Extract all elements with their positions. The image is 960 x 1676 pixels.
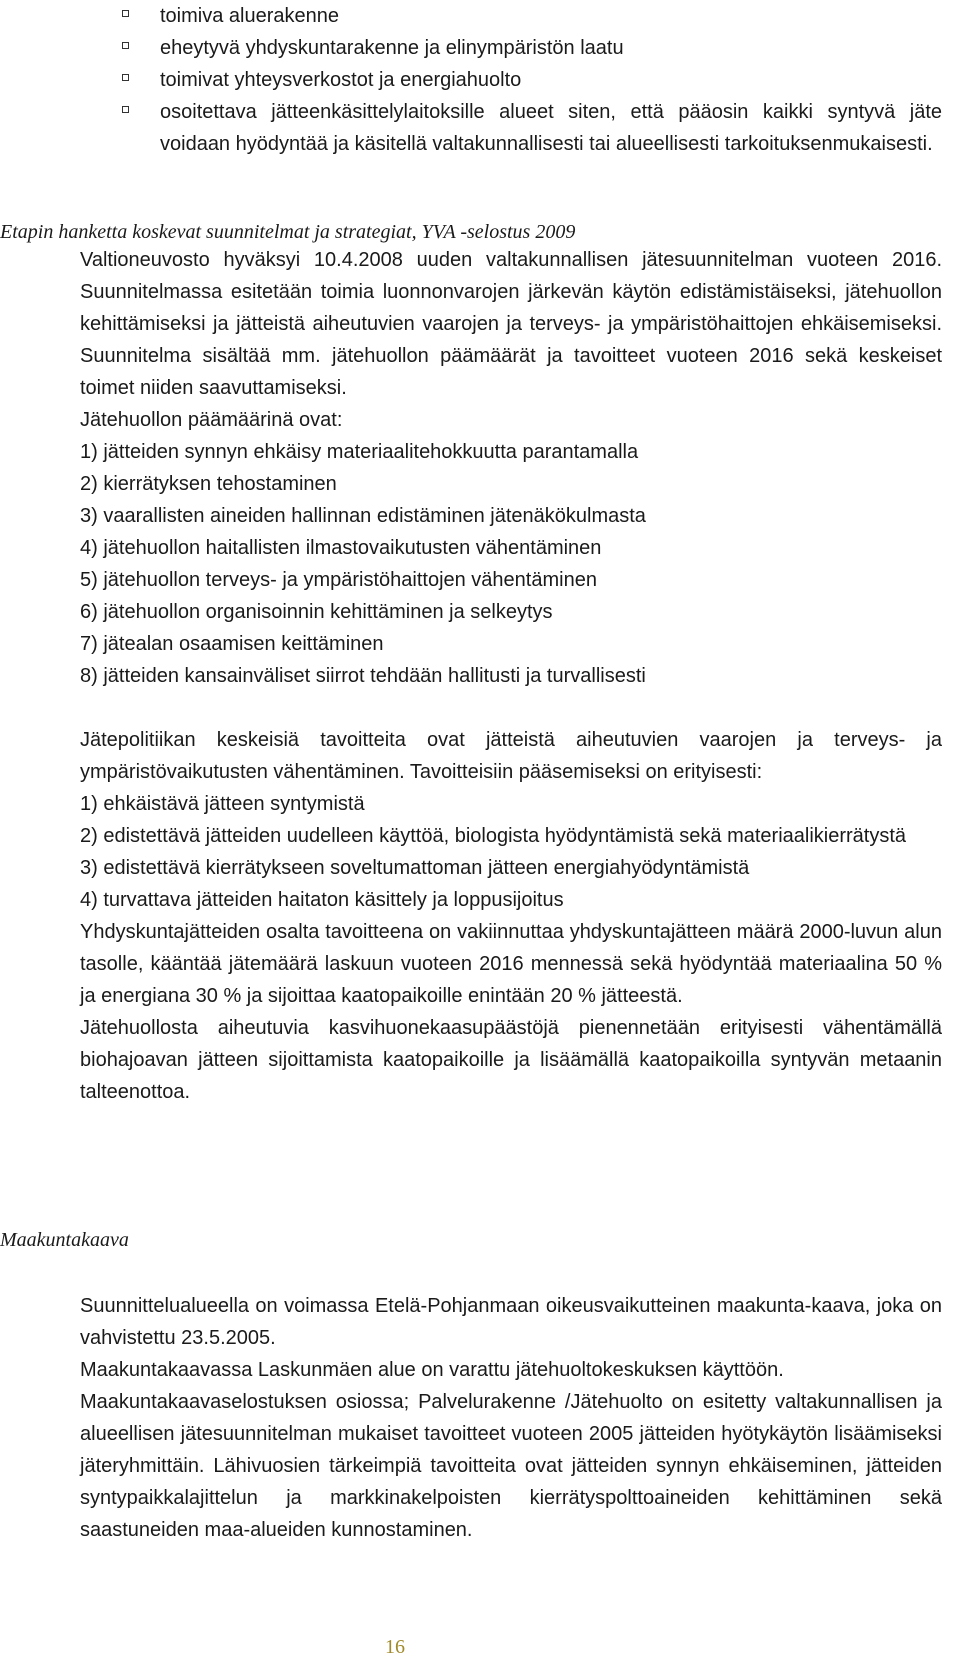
policy-item: 4) turvattava jätteiden haitaton käsittely ja loppusijoitus <box>80 889 564 911</box>
municipal-waste-paragraph: Yhdyskuntajätteiden osalta tavoitteena on vakiinnuttaa yhdyskuntajätteen määrä 2000-luvun alun tasolle, kääntää jätemäärä laskuun vuoteen 2016 mennessä sekä hyödyntää materiaalina 50 % ja energiana 30 % ja sijoittaa kaatopaikoille enintään 20 % jätteestä. <box>80 921 942 1007</box>
square-bullet-icon <box>122 106 129 113</box>
goal-item: 1) jätteiden synnyn ehkäisy materiaalitehokkuutta parantamalla <box>80 441 639 463</box>
square-bullet-icon <box>122 42 129 49</box>
goals-title: Jätehuollon päämäärinä ovat: <box>80 409 343 431</box>
goal-item: 8) jätteiden kansainväliset siirrot tehdään hallitusti ja turvallisesti <box>80 665 646 687</box>
list-item: osoitettava jätteenkäsittelylaitoksille alueet siten, että pääosin kaikki syntyvä jäte voidaan hyödyntää ja käsitellä valtakunnallisesti tai alueellisesti tarkoituksenmukaisesti. <box>122 96 942 160</box>
goal-item: 2) kierrätyksen tehostaminen <box>80 473 337 495</box>
goal-item: 5) jätehuollon terveys- ja ympäristöhaittojen vähentäminen <box>80 569 597 591</box>
regional-plan-paragraph: Maakuntakaavaselostuksen osiossa; Palvelurakenne /Jätehuolto on esitetty valtakunnallisen ja alueellisen jätesuunnitelman mukaiset tavoitteet vuoteen 2005 jätteiden hyötykäytön lisäämiseksi jäteryhmittäin. Lähivuosien tärkeimpiä tavoitteita ovat jätteiden synnyn ehkäiseminen, jätteiden syntypaikkalajittelun ja markkinakelpoisten kierrätyspolttoaineiden kehittäminen sekä saastuneiden maa-alueiden kunnostaminen. <box>80 1391 942 1541</box>
goal-item: 4) jätehuollon haitallisten ilmastovaikutusten vähentäminen <box>80 537 602 559</box>
emissions-paragraph: Jätehuollosta aiheutuvia kasvihuonekaasupäästöjä pienennetään erityisesti vähentämällä biohajoavan jätteen sijoittamista kaatopaikoille ja lisäämällä kaatopaikoilla syntyvän metaanin talteenottoa. <box>80 1017 942 1103</box>
regional-plan-paragraph: Maakuntakaavassa Laskunmäen alue on varattu jätehuoltokeskuksen käyttöön. <box>80 1359 784 1381</box>
list-item: toimivat yhteysverkostot ja energiahuolto <box>122 64 942 96</box>
regional-plan-section <box>80 1290 942 1546</box>
page-number: 16 <box>385 1636 405 1658</box>
strategies-section <box>80 244 942 1108</box>
goal-item: 6) jätehuollon organisoinnin kehittäminen ja selkeytys <box>80 601 553 623</box>
square-bullet-icon <box>122 10 129 17</box>
spacer <box>80 692 942 724</box>
goal-item: 7) jätealan osaamisen keittäminen <box>80 633 384 655</box>
policy-item: 3) edistettävä kierrätykseen soveltumattoman jätteen energiahyödyntämistä <box>80 857 750 879</box>
section-heading-strategies: Etapin hanketta koskevat suunnitelmat ja strategiat, YVA -selostus 2009 <box>0 221 576 243</box>
policy-paragraph: Jätepolitiikan keskeisiä tavoitteita ovat jätteistä aiheutuvien vaarojen ja terveys- ja ympäristövaikutusten vähentäminen. Tavoitteisiin pääsemiseksi on erityisesti: <box>80 729 942 783</box>
list-item: eheytyvä yhdyskuntarakenne ja elinympäristön laatu <box>122 32 942 64</box>
regional-plan-paragraph: Suunnittelualueella on voimassa Etelä-Pohjanmaan oikeusvaikutteinen maakunta-kaava, joka on vahvistettu 23.5.2005. <box>80 1295 942 1349</box>
bullet-list <box>122 0 942 160</box>
policy-item: 2) edistettävä jätteiden uudelleen käyttöä, biologista hyödyntämistä sekä materiaalikierrätystä <box>80 825 907 847</box>
goal-item: 3) vaarallisten aineiden hallinnan edistäminen jätenäkökulmasta <box>80 505 646 527</box>
section-heading-regional-plan: Maakuntakaava <box>0 1229 129 1251</box>
list-item: toimiva aluerakenne <box>122 0 942 32</box>
square-bullet-icon <box>122 74 129 81</box>
policy-item: 1) ehkäistävä jätteen syntymistä <box>80 793 365 815</box>
intro-paragraph: Valtioneuvosto hyväksyi 10.4.2008 uuden valtakunnallisen jätesuunnitelman vuoteen 2016. Suunnitelmassa esitetään toimia luonnonvarojen järkevän käytön edistämistäiseksi, jätehuollon kehittämiseksi ja jätteistä aiheutuvien vaarojen ja terveys- ja ympäristöhaittojen ehkäisemiseksi. Suunnitelma sisältää mm. jätehuollon päämäärät ja tavoitteet vuoteen 2016 sekä keskeiset toimet niiden saavuttamiseksi. <box>80 249 942 399</box>
